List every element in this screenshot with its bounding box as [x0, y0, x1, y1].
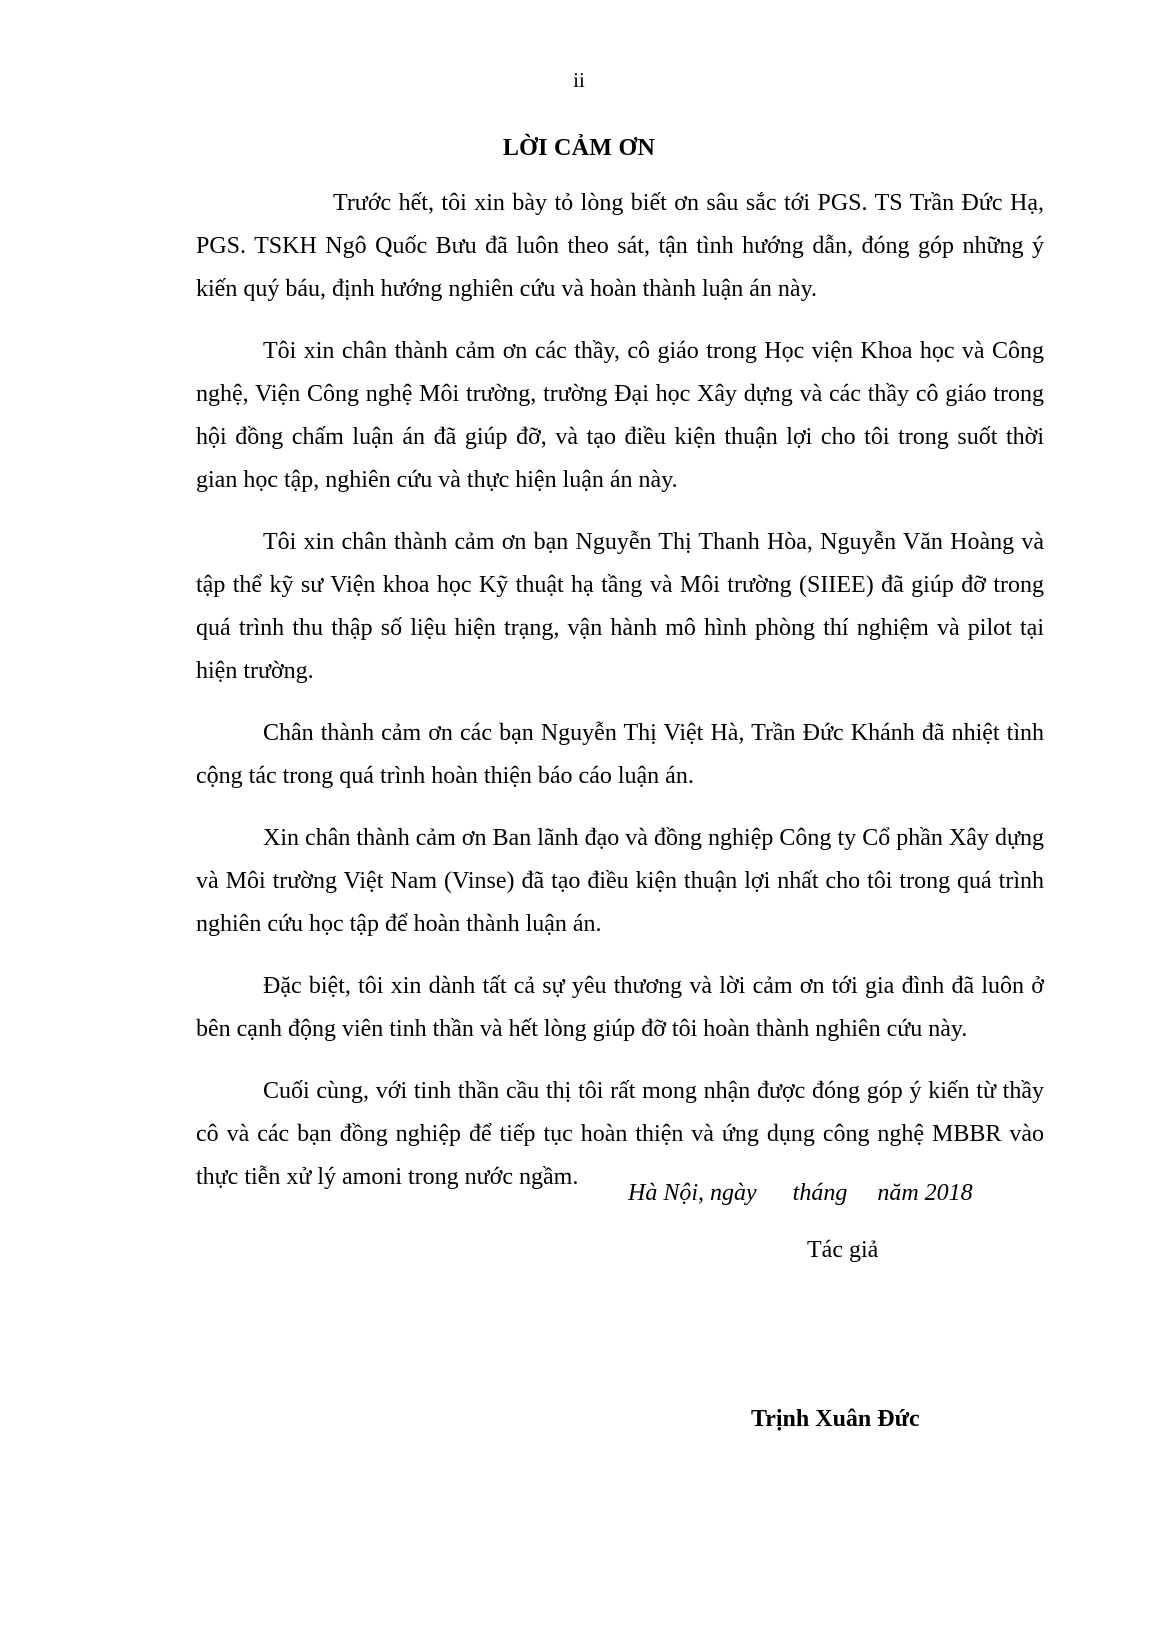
acknowledgement-body	[196, 182, 1044, 1218]
signoff-date: Hà Nội, ngày tháng năm 2018	[628, 1180, 973, 1206]
paragraph: Xin chân thành cảm ơn Ban lãnh đạo và đồng nghiệp Công ty Cổ phần Xây dựng và Môi trường Việt Nam (Vinse) đã tạo điều kiện thuận lợi nhất cho tôi trong quá trình nghiên cứu học tập để hoàn thành luận án.	[196, 825, 1044, 937]
paragraph: Chân thành cảm ơn các bạn Nguyễn Thị Việt Hà, Trần Đức Khánh đã nhiệt tình cộng tác trong quá trình hoàn thiện báo cáo luận án.	[196, 720, 1044, 789]
paragraph: Tôi xin chân thành cảm ơn bạn Nguyễn Thị Thanh Hòa, Nguyễn Văn Hoàng và tập thể kỹ sư Viện khoa học Kỹ thuật hạ tầng và Môi trường (SIIEE) đã giúp đỡ trong quá trình thu thập số liệu hiện trạng, vận hành mô hình phòng thí nghiệm và pilot tại hiện trường.	[196, 529, 1044, 684]
paragraph: Đặc biệt, tôi xin dành tất cả sự yêu thương và lời cảm ơn tới gia đình đã luôn ở bên cạnh động viên tinh thần và hết lòng giúp đỡ tôi hoàn thành nghiên cứu này.	[196, 973, 1044, 1042]
paragraph: Trước hết, tôi xin bày tỏ lòng biết ơn sâu sắc tới PGS. TS Trần Đức Hạ, PGS. TSKH Ngô Quốc Bưu đã luôn theo sát, tận tình hướng dẫn, đóng góp những ý kiến quý báu, định hướng nghiên cứu và hoàn thành luận án này.	[196, 190, 1044, 302]
page-number: ii	[573, 68, 585, 92]
signoff-role: Tác giả	[807, 1237, 879, 1263]
paragraph: Cuối cùng, với tinh thần cầu thị tôi rất mong nhận được đóng góp ý kiến từ thầy cô và các bạn đồng nghiệp để tiếp tục hoàn thiện và ứng dụng công nghệ MBBR vào thực tiễn xử lý amoni trong nước ngầm.	[196, 1078, 1044, 1190]
paragraph: Tôi xin chân thành cảm ơn các thầy, cô giáo trong Học viện Khoa học và Công nghệ, Viện Công nghệ Môi trường, trường Đại học Xây dựng và các thầy cô giáo trong hội đồng chấm luận án đã giúp đỡ, và tạo điều kiện thuận lợi cho tôi trong suốt thời gian học tập, nghiên cứu và thực hiện luận án này.	[196, 338, 1044, 493]
page-title: LỜI CẢM ƠN	[502, 135, 656, 161]
author-name: Trịnh Xuân Đức	[751, 1406, 920, 1432]
